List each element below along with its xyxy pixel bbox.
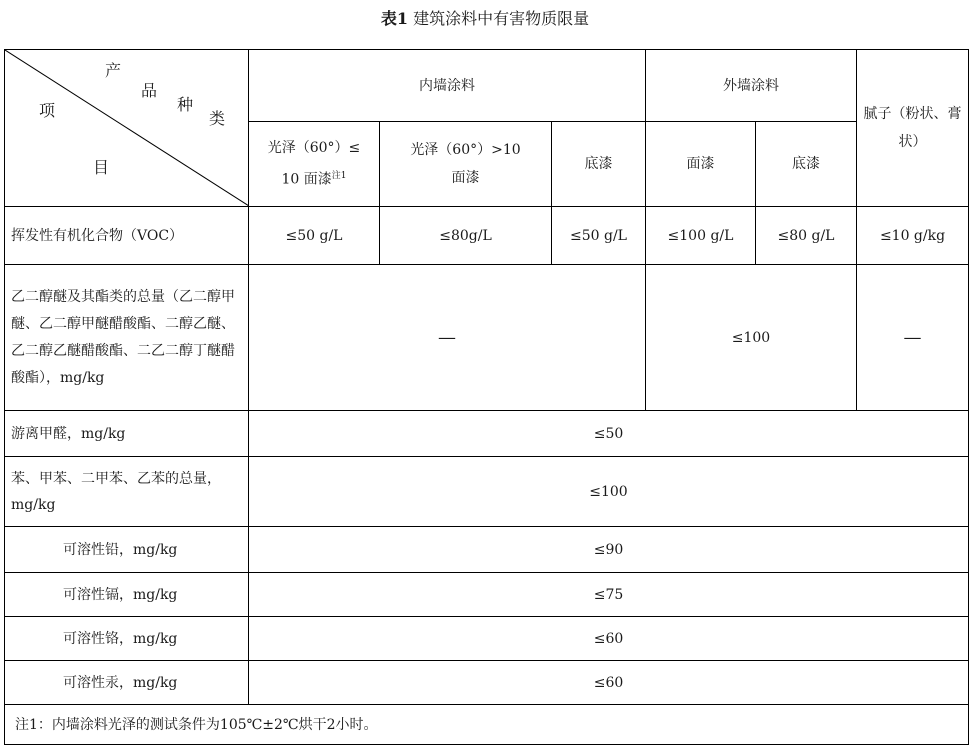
diagonal-header-cell	[5, 50, 249, 207]
formaldehyde-value: ≤50	[249, 411, 969, 457]
glycol-putty-value: —	[857, 265, 969, 411]
note-ref-1: 注1	[331, 171, 347, 182]
voc-label: 挥发性有机化合物（VOC）	[5, 207, 249, 265]
header-row-1	[5, 50, 969, 122]
row-note	[5, 705, 969, 745]
row-benzene	[5, 457, 969, 527]
benzene-label: 苯、甲苯、二甲苯、乙苯的总量，mg/kg	[5, 457, 249, 527]
table-title-text: 建筑涂料中有害物质限量	[413, 9, 590, 28]
diag-char-lei: 类	[209, 109, 226, 128]
header-interior-gloss-gt-10	[380, 122, 552, 207]
formaldehyde-label: 游离甲醛，mg/kg	[5, 411, 249, 457]
lead-label: 可溶性铅，mg/kg	[5, 527, 249, 573]
voc-value-6: ≤10 g/kg	[857, 207, 969, 265]
gloss-le-line1: 光泽（60°）≤	[267, 140, 361, 157]
table-number: 表1	[380, 9, 409, 28]
diag-char-zhong: 种	[177, 95, 194, 114]
header-interior-primer: 底漆	[552, 122, 646, 207]
table-title	[0, 6, 970, 29]
diag-char-mu: 目	[93, 158, 110, 177]
header-interior-gloss-le-10	[249, 122, 380, 207]
glycol-exterior-value: ≤100	[646, 265, 857, 411]
diag-char-xiang: 项	[39, 101, 56, 120]
header-exterior-topcoat: 面漆	[646, 122, 756, 207]
gloss-gt-line1: 光泽（60°）>10	[410, 142, 521, 159]
row-formaldehyde	[5, 411, 969, 457]
voc-value-2: ≤80g/L	[380, 207, 552, 265]
row-voc	[5, 207, 969, 265]
row-glycol-ethers	[5, 265, 969, 411]
voc-value-4: ≤100 g/L	[646, 207, 756, 265]
gloss-gt-line2: 面漆	[451, 170, 480, 187]
row-lead	[5, 527, 969, 573]
voc-value-5: ≤80 g/L	[756, 207, 857, 265]
row-chromium	[5, 617, 969, 661]
gloss-le-line2: 10 面漆	[281, 172, 332, 189]
benzene-value: ≤100	[249, 457, 969, 527]
header-exterior-coatings: 外墙涂料	[646, 50, 857, 122]
header-putty: 腻子（粉状、膏状）	[857, 50, 969, 207]
header-interior-coatings: 内墙涂料	[249, 50, 646, 122]
cadmium-value: ≤75	[249, 573, 969, 617]
lead-value: ≤90	[249, 527, 969, 573]
glycol-label: 乙二醇醚及其酯类的总量（乙二醇甲醚、乙二醇甲醚醋酸酯、二醇乙醚、乙二醇乙醚醋酸酯、二乙二醇丁醚醋酸酯），mg/kg	[5, 265, 249, 411]
voc-value-3: ≤50 g/L	[552, 207, 646, 265]
chromium-value: ≤60	[249, 617, 969, 661]
row-mercury	[5, 661, 969, 705]
row-cadmium	[5, 573, 969, 617]
chromium-label: 可溶性铬，mg/kg	[5, 617, 249, 661]
mercury-value: ≤60	[249, 661, 969, 705]
diag-char-chan: 产	[105, 61, 122, 80]
cadmium-label: 可溶性镉，mg/kg	[5, 573, 249, 617]
voc-value-1: ≤50 g/L	[249, 207, 380, 265]
diag-char-pin: 品	[141, 81, 158, 100]
header-exterior-primer: 底漆	[756, 122, 857, 207]
harmful-substances-table	[4, 49, 969, 745]
glycol-interior-value: —	[249, 265, 646, 411]
table-footnote: 注1：内墙涂料光泽的测试条件为105℃±2℃烘干2小时。	[5, 705, 969, 745]
mercury-label: 可溶性汞，mg/kg	[5, 661, 249, 705]
